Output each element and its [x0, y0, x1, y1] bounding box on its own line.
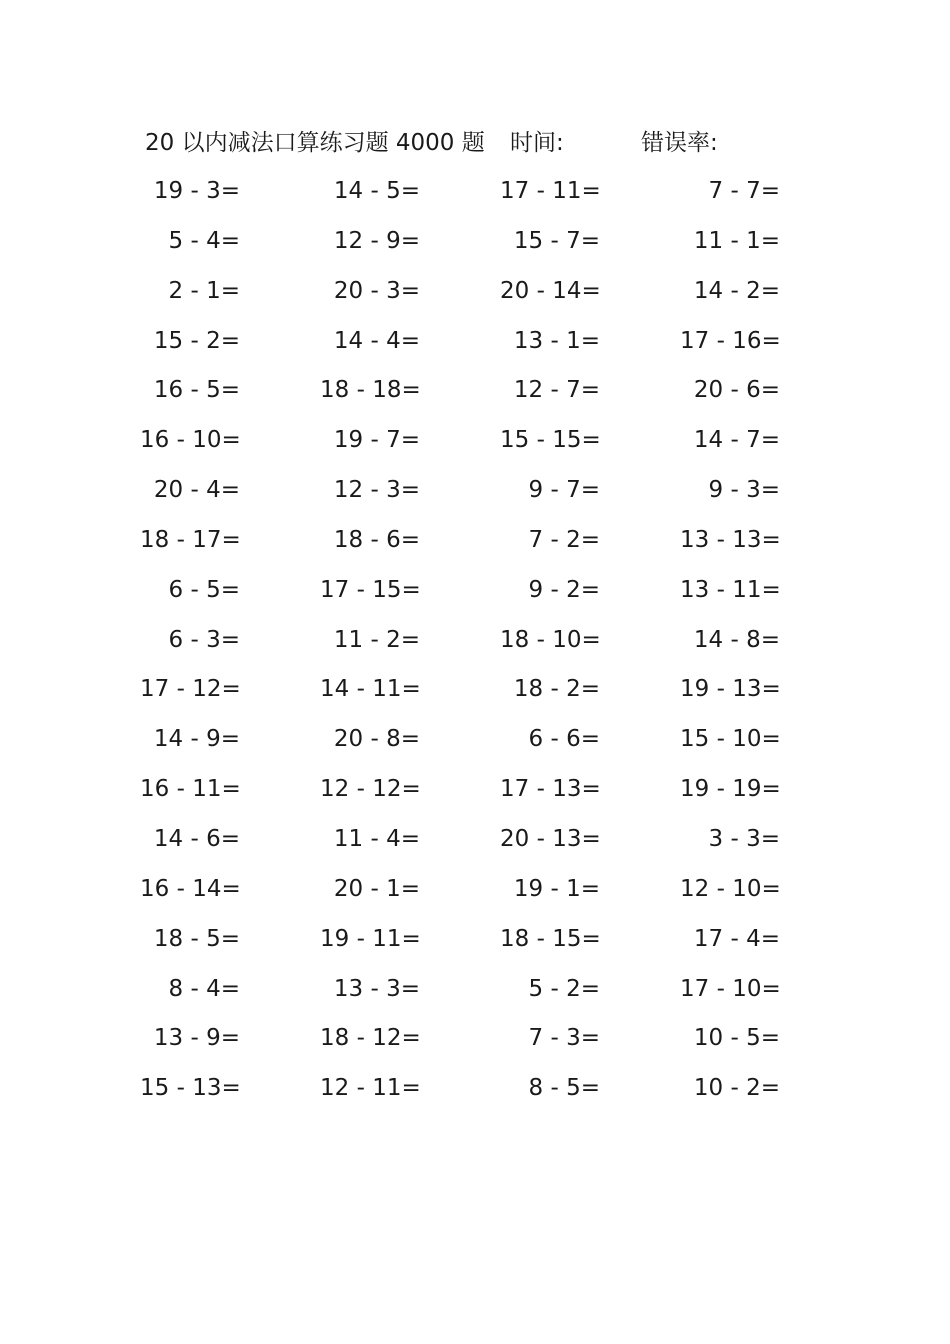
problem-row [140, 922, 820, 972]
problem-item: 13 - 11= [680, 576, 781, 603]
problem-item: 6 - 6= [528, 726, 600, 753]
problem-grid [140, 174, 820, 1121]
problem-item: 7 - 7= [708, 178, 780, 204]
problem-item: 7 - 2= [528, 526, 600, 553]
problem-row [140, 1071, 820, 1121]
problem-row [140, 672, 820, 722]
problem-row [140, 722, 820, 772]
problem-row [140, 324, 820, 374]
problem-item: 18 - 12= [320, 1025, 421, 1052]
problem-item: 9 - 3= [708, 477, 780, 504]
problem-item: 16 - 11= [140, 776, 241, 803]
problem-item: 20 - 3= [333, 277, 420, 304]
problem-item: 5 - 4= [168, 227, 240, 254]
problem-item: 18 - 6= [333, 526, 420, 553]
problem-item: 15 - 15= [500, 427, 601, 454]
problem-item: 19 - 3= [153, 178, 240, 204]
problem-item: 17 - 10= [680, 975, 781, 1002]
worksheet-header [145, 126, 865, 160]
problem-item: 18 - 15= [500, 925, 601, 952]
problem-item: 18 - 10= [500, 626, 601, 653]
problem-item: 17 - 15= [320, 576, 421, 603]
problem-item: 7 - 3= [528, 1025, 600, 1052]
problem-item: 14 - 5= [333, 178, 420, 204]
problem-row [140, 423, 820, 473]
problem-item: 19 - 11= [320, 925, 421, 952]
problem-item: 19 - 19= [680, 776, 781, 803]
problem-item: 15 - 13= [140, 1075, 241, 1102]
problem-item: 13 - 9= [153, 1025, 240, 1052]
problem-item: 16 - 10= [140, 427, 241, 454]
problem-item: 20 - 8= [333, 726, 420, 753]
problem-item: 20 - 4= [153, 477, 240, 504]
problem-item: 14 - 8= [693, 626, 780, 653]
problem-item: 14 - 4= [333, 327, 420, 354]
problem-item: 20 - 13= [500, 825, 601, 852]
problem-item: 17 - 16= [680, 327, 781, 354]
problem-item: 2 - 1= [168, 277, 240, 304]
problem-row [140, 274, 820, 324]
problem-item: 11 - 1= [693, 227, 780, 254]
problem-item: 8 - 4= [168, 975, 240, 1002]
problem-item: 12 - 3= [333, 477, 420, 504]
problem-item: 3 - 3= [708, 825, 780, 852]
problem-item: 14 - 2= [693, 277, 780, 304]
problem-item: 9 - 2= [528, 576, 600, 603]
problem-item: 11 - 4= [333, 825, 420, 852]
problem-row [140, 872, 820, 922]
problem-row [140, 573, 820, 623]
problem-item: 9 - 7= [528, 477, 600, 504]
problem-row [140, 523, 820, 573]
time-label: 时间: [510, 130, 564, 156]
problem-item: 20 - 1= [333, 875, 420, 902]
problem-row [140, 972, 820, 1022]
problem-item: 8 - 5= [528, 1075, 600, 1102]
problem-item: 17 - 4= [693, 925, 780, 952]
worksheet-title: 20 以内减法口算练习题 4000 题 [145, 130, 485, 156]
problem-item: 17 - 12= [140, 676, 241, 703]
problem-item: 20 - 6= [693, 377, 780, 404]
problem-item: 5 - 2= [528, 975, 600, 1002]
problem-item: 18 - 17= [140, 526, 241, 553]
problem-item: 13 - 1= [513, 327, 600, 354]
problem-row [140, 822, 820, 872]
problem-item: 12 - 12= [320, 776, 421, 803]
problem-item: 16 - 14= [140, 875, 241, 902]
problem-item: 18 - 5= [153, 925, 240, 952]
problem-item: 13 - 13= [680, 526, 781, 553]
problem-item: 15 - 10= [680, 726, 781, 753]
problem-item: 18 - 2= [513, 676, 600, 703]
problem-item: 12 - 7= [513, 377, 600, 404]
problem-item: 13 - 3= [333, 975, 420, 1002]
error-rate-label: 错误率: [641, 130, 718, 156]
problem-item: 12 - 9= [333, 227, 420, 254]
problem-item: 12 - 11= [320, 1075, 421, 1102]
problem-item: 10 - 2= [693, 1075, 780, 1102]
problem-item: 19 - 13= [680, 676, 781, 703]
problem-row [140, 1021, 820, 1071]
problem-item: 11 - 2= [333, 626, 420, 653]
problem-row [140, 473, 820, 523]
problem-item: 6 - 5= [168, 576, 240, 603]
problem-row [140, 623, 820, 673]
problem-item: 20 - 14= [500, 277, 601, 304]
problem-item: 14 - 6= [153, 825, 240, 852]
problem-item: 10 - 5= [693, 1025, 780, 1052]
problem-row [140, 373, 820, 423]
problem-item: 6 - 3= [168, 626, 240, 653]
problem-row [140, 772, 820, 822]
problem-item: 17 - 13= [500, 776, 601, 803]
problem-item: 14 - 7= [693, 427, 780, 454]
problem-row [140, 224, 820, 274]
problem-item: 14 - 9= [153, 726, 240, 753]
problem-item: 19 - 7= [333, 427, 420, 454]
problem-item: 17 - 11= [500, 178, 601, 204]
problem-item: 19 - 1= [513, 875, 600, 902]
problem-item: 16 - 5= [153, 377, 240, 404]
problem-item: 15 - 7= [513, 227, 600, 254]
problem-item: 12 - 10= [680, 875, 781, 902]
problem-item: 15 - 2= [153, 327, 240, 354]
problem-item: 18 - 18= [320, 377, 421, 404]
problem-row [140, 174, 820, 224]
problem-item: 14 - 11= [320, 676, 421, 703]
